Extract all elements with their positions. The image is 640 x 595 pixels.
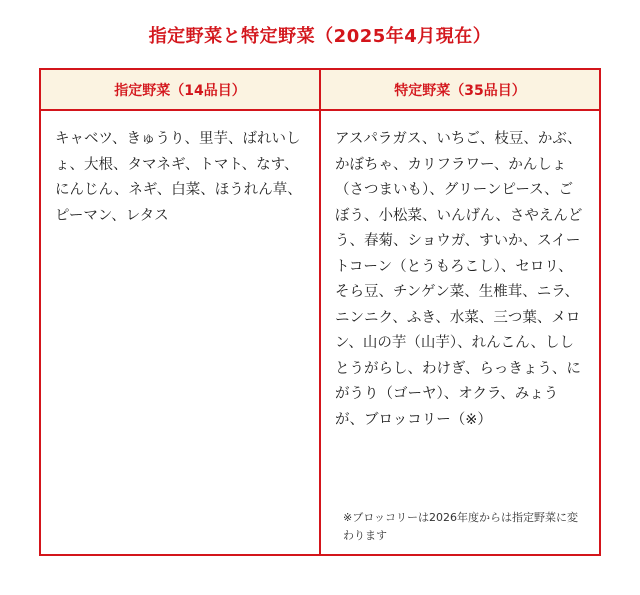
page-title: 指定野菜と特定野菜（2025年4月現在）: [148, 26, 492, 47]
designated-vegetables-column: [41, 70, 321, 554]
broccoli-footnote: ※ブロッコリーは2026年度からは指定野菜に変わります: [343, 511, 578, 542]
specified-vegetables-list: アスパラガス、いちご、枝豆、かぶ、かぼちゃ、カリフラワー、かんしょ（さつまいも）、グリーンピース、ごぼう、小松菜、いんげん、さやえんどう、春菊、ショウガ、すいか、スイートコーン（とうもろこし）、セロリ、そら豆、チンゲン菜、生椎茸、ニラ、ニンニク、ふき、水菜、三つ葉、メロン、山の芋（山芋）、れんこん、ししとうがらし、わけぎ、らっきょう、にがうり（ゴーヤ）、オクラ、みょうが、ブロッコリー（※）: [335, 131, 583, 428]
designated-vegetables-header: 指定野菜（14品目）: [41, 70, 319, 111]
specified-vegetables-header: 特定野菜（35品目）: [321, 70, 599, 111]
designated-vegetables-list: キャベツ、きゅうり、里芋、ばれいしょ、大根、タマネギ、トマト、なす、にんじん、ネギ、白菜、ほうれん草、ピーマン、レタス: [55, 131, 302, 224]
vegetable-table: [39, 68, 601, 556]
specified-vegetables-column: [321, 70, 599, 554]
